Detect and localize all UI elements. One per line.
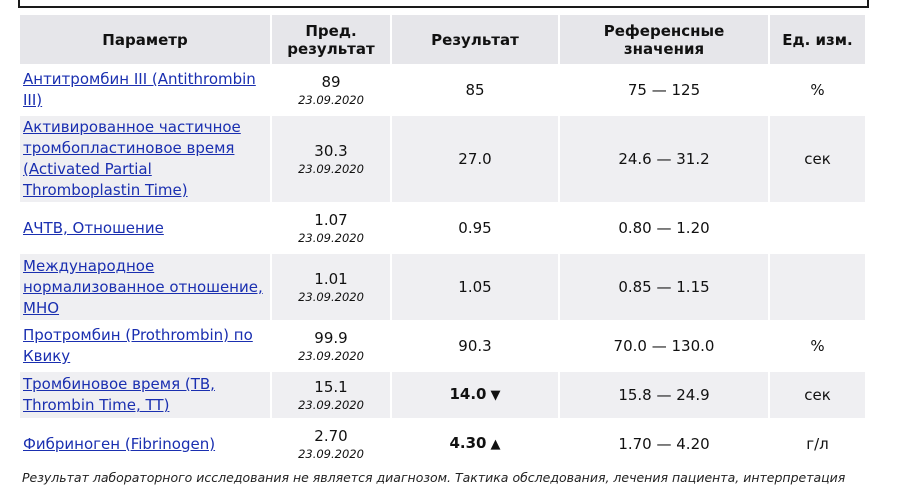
param-cell [20,116,272,202]
prev-value: 89 [321,73,341,91]
units-cell: % [810,336,825,355]
result-value: 27.0 [458,149,492,168]
result-value: 0.95 [458,218,492,237]
units-cell: % [810,80,825,99]
prev-value: 99.9 [314,329,348,347]
result-cell [392,205,560,251]
prev-value: 1.07 [314,211,348,229]
reference-cell: 15.8 — 24.9 [560,372,770,418]
units-cell [770,254,865,320]
param-cell [20,67,272,113]
reference-cell: 75 — 125 [560,67,770,113]
prev-date: 23.09.2020 [298,349,364,363]
results-table [20,12,865,470]
result-value: 90.3 [458,336,492,355]
table-row [20,205,865,251]
result-cell [392,116,560,202]
result-value: 14.0 [449,385,487,403]
table-row [20,323,865,369]
prev-cell [272,205,392,251]
table-header-row [20,15,865,64]
prev-value: 1.01 [314,270,348,288]
prev-date: 23.09.2020 [298,162,364,176]
prev-date: 23.09.2020 [298,447,364,461]
prev-cell [272,67,392,113]
units-cell: г/л [806,434,829,453]
prev-cell [272,254,392,320]
header-result: Результат [392,15,560,64]
header-prev-result: Пред. результат [272,15,392,64]
units-cell: сек [770,116,865,202]
result-cell [392,67,560,113]
disclaimer-footnote: Результат лабораторного исследования не является диагнозом. Тактика обследования, лечения пациента, интерпретация [22,470,846,485]
reference-cell: 0.80 — 1.20 [560,205,770,251]
param-link[interactable]: Тромбиновое время (ТВ, Thrombin Time, TT) [23,375,215,414]
table-row [20,372,865,418]
result-cell [392,254,560,320]
reference-cell: 0.85 — 1.15 [560,254,770,320]
arrow-up-icon: ▲ [490,437,501,452]
result-cell [392,323,560,369]
table-row [20,67,865,113]
prev-value: 2.70 [314,427,348,445]
prev-cell [272,421,392,467]
section-frame-top [18,0,869,8]
table-row [20,421,865,467]
units-cell [770,205,865,251]
result-value: 4.30 [449,434,487,452]
prev-date: 23.09.2020 [298,398,364,412]
result-cell [392,372,560,418]
arrow-down-icon: ▼ [490,388,501,403]
units-cell: сек [770,372,865,418]
header-param: Параметр [20,15,272,64]
param-cell [20,421,272,467]
reference-cell: 70.0 — 130.0 [560,323,770,369]
prev-value: 15.1 [314,378,348,396]
result-value: 85 [465,80,485,99]
table-row [20,116,865,202]
table-row [20,254,865,320]
header-reference: Референсные значения [560,15,770,64]
result-value: 1.05 [458,277,492,296]
param-link[interactable]: Антитромбин III (Antithrombin III) [23,70,256,109]
reference-cell: 24.6 — 31.2 [560,116,770,202]
result-cell [392,421,560,467]
prev-cell [272,116,392,202]
param-link[interactable]: Протромбин (Prothrombin) по Квику [23,326,253,365]
param-cell [20,254,272,320]
reference-cell: 1.70 — 4.20 [560,421,770,467]
header-units: Ед. изм. [770,15,865,64]
param-cell [20,205,272,251]
prev-date: 23.09.2020 [298,290,364,304]
prev-value: 30.3 [314,142,348,160]
param-cell [20,323,272,369]
param-link[interactable]: Активированное частичное тромбопластиновое время (Activated Partial Thromboplastin Time) [23,118,241,199]
prev-date: 23.09.2020 [298,231,364,245]
prev-cell [272,372,392,418]
param-link[interactable]: АЧТВ, Отношение [23,218,164,237]
param-link[interactable]: Международное нормализованное отношение, МНО [23,256,263,317]
param-cell [20,372,272,418]
prev-date: 23.09.2020 [298,93,364,107]
param-link[interactable]: Фибриноген (Fibrinogen) [23,434,216,453]
prev-cell [272,323,392,369]
